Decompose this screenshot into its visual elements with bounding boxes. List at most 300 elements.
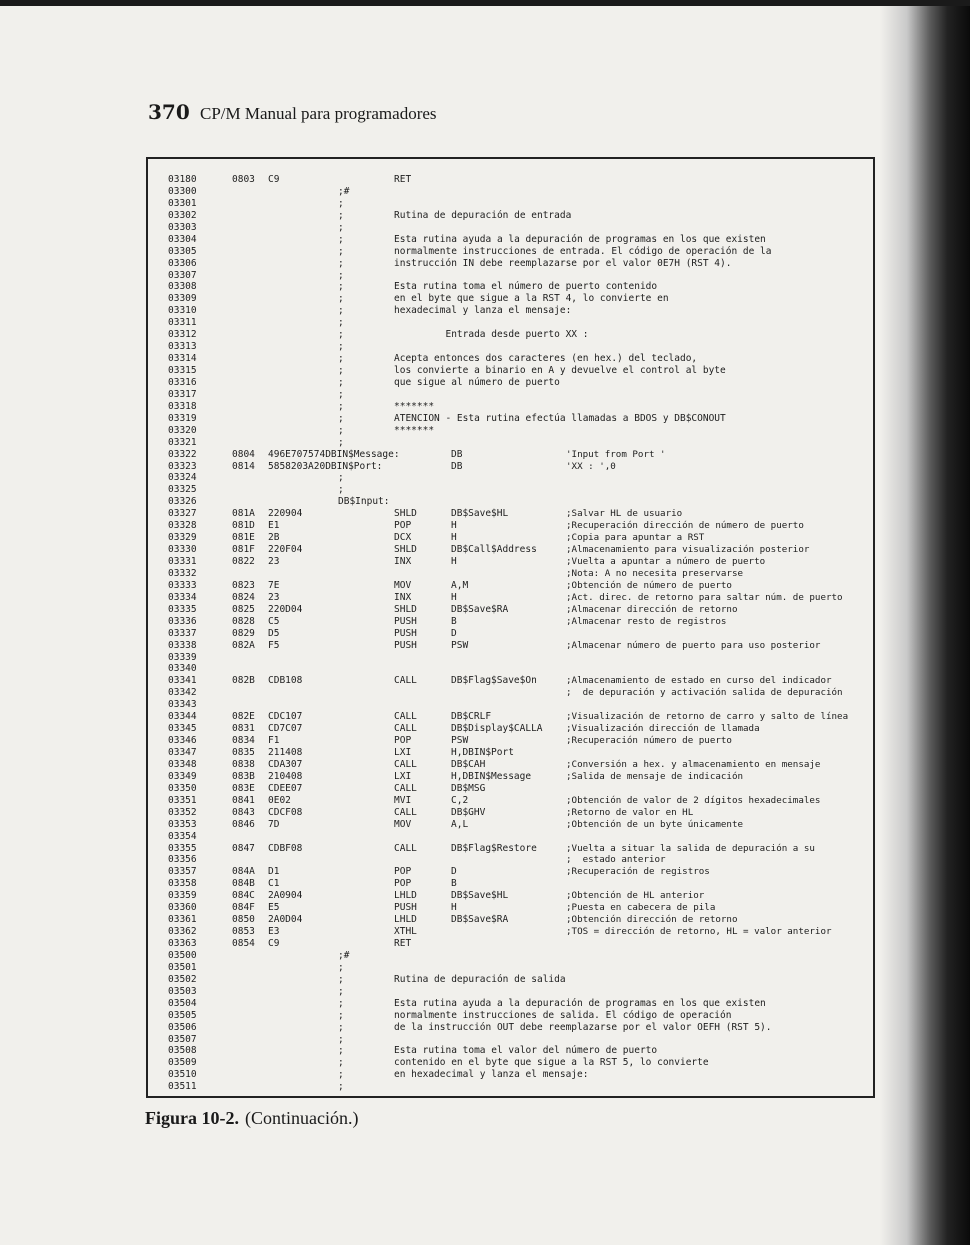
address: 0846 xyxy=(232,818,255,830)
listing-row xyxy=(148,1034,873,1046)
line-number: 03509 xyxy=(168,1057,197,1069)
opcode-field: XTHL xyxy=(394,926,417,938)
label-field: ; xyxy=(338,197,344,209)
label-field: ; xyxy=(338,341,344,353)
operand-field: H xyxy=(451,591,457,603)
operand-field: PSW xyxy=(451,639,469,651)
operand-field: A,M xyxy=(451,579,469,591)
line-number: 03341 xyxy=(168,675,197,687)
comment-field: ;Salida de mensaje de indicación xyxy=(566,770,744,782)
code-listing-frame xyxy=(146,157,875,1098)
line-number: 03353 xyxy=(168,818,197,830)
line-number: 03327 xyxy=(168,508,197,520)
line-number: 03500 xyxy=(168,949,197,961)
listing-row xyxy=(148,341,873,353)
line-number: 03508 xyxy=(168,1045,197,1057)
opcode-field: instrucción IN debe reemplazarse por el valor 0E7H (RST 4). xyxy=(394,257,732,269)
opcode-field: hexadecimal y lanza el mensaje: xyxy=(394,305,572,317)
listing-row xyxy=(148,854,873,866)
operand-field: H xyxy=(451,556,457,567)
opcode-field: MVI xyxy=(394,794,412,806)
line-number: 03359 xyxy=(168,890,197,902)
line-number: 03332 xyxy=(168,567,197,579)
line-number: 03505 xyxy=(168,1009,197,1021)
line-number: 03357 xyxy=(168,866,197,878)
comment-field: ;Almacenar resto de registros xyxy=(566,615,727,627)
label-field: ; xyxy=(338,1069,344,1081)
object-code: C9 xyxy=(268,938,280,949)
comment-field: ;Vuelta a situar la salida de depuración a su xyxy=(566,842,815,854)
address: 0854 xyxy=(232,938,255,949)
address: 0835 xyxy=(232,747,255,758)
listing-row xyxy=(148,1081,873,1093)
line-number: 03300 xyxy=(168,185,197,197)
line-number: 03335 xyxy=(168,603,197,615)
line-number: 03328 xyxy=(168,520,197,532)
line-number: 03346 xyxy=(168,735,197,747)
opcode-field: contenido en el byte que sigue a la RST 5, lo convierte xyxy=(394,1057,709,1069)
line-number: 03309 xyxy=(168,293,197,305)
listing-row xyxy=(148,234,873,246)
comment-field: ;Retorno de valor en HL xyxy=(566,806,694,818)
line-number: 03501 xyxy=(168,961,197,973)
opcode-field: PUSH xyxy=(394,615,417,627)
opcode-field: LXI xyxy=(394,747,412,758)
comment-field: ;Recuperación número de puerto xyxy=(566,735,732,747)
object-code: 2B xyxy=(268,532,280,544)
label-field: ; xyxy=(338,365,344,376)
listing-row xyxy=(148,544,873,556)
object-code: 5858203A20DBIN$Port: xyxy=(268,460,383,472)
address: 082B xyxy=(232,675,255,687)
line-number: 03319 xyxy=(168,412,197,424)
line-number: 03348 xyxy=(168,758,197,770)
object-code: C5 xyxy=(268,615,280,627)
address: 084A xyxy=(232,866,255,878)
label-field: ; xyxy=(338,424,344,436)
label-field: ; xyxy=(338,293,344,305)
label-field: ; xyxy=(338,233,344,245)
operand-field: C,2 xyxy=(451,794,469,806)
listing-row xyxy=(148,807,873,819)
listing-row xyxy=(148,305,873,317)
label-field: ;# xyxy=(338,185,350,197)
opcode-field: INX xyxy=(394,591,412,603)
line-number: 03511 xyxy=(168,1081,197,1093)
listing-row xyxy=(148,1010,873,1022)
listing-row xyxy=(148,950,873,962)
operand-field: DB$Save$HL xyxy=(451,890,509,902)
opcode-field: INX xyxy=(394,556,412,567)
listing-row xyxy=(148,890,873,902)
operand-field: DB$Save$RA xyxy=(451,914,509,926)
line-number: 03334 xyxy=(168,591,197,603)
comment-field: ;Obtención de valor de 2 dígitos hexadecimales xyxy=(566,794,821,806)
opcode-field: ******* xyxy=(394,400,435,412)
line-number: 03311 xyxy=(168,317,197,329)
label-field: ; xyxy=(338,412,344,424)
address: 083E xyxy=(232,782,255,794)
line-number: 03503 xyxy=(168,985,197,997)
opcode-field: en el byte que sigue a la RST 4, lo convierte en xyxy=(394,293,669,305)
opcode-field: CALL xyxy=(394,675,417,687)
label-field: ; xyxy=(338,257,344,269)
label-field: ; xyxy=(338,1057,344,1069)
listing-row xyxy=(148,1045,873,1057)
label-field: ; xyxy=(338,209,344,221)
line-number: 03351 xyxy=(168,794,197,806)
listing-row xyxy=(148,675,873,687)
label-field: DB$Input: xyxy=(338,496,390,508)
listing-row xyxy=(148,974,873,986)
figure-caption-text: (Continuación.) xyxy=(245,1108,359,1128)
line-number: 03339 xyxy=(168,651,197,663)
line-number: 03336 xyxy=(168,615,197,627)
comment-field: ;Visualización de retorno de carro y salto de línea xyxy=(566,711,849,723)
address: 0843 xyxy=(232,806,255,818)
listing-row xyxy=(148,317,873,329)
object-code: 2A0D04 xyxy=(268,914,303,926)
listing-row xyxy=(148,413,873,425)
label-field: ;# xyxy=(338,949,350,961)
line-number: 03305 xyxy=(168,245,197,257)
label-field: ; xyxy=(338,436,344,448)
address: 0829 xyxy=(232,627,255,639)
operand-field: DB$Save$HL xyxy=(451,508,509,520)
line-number: 03360 xyxy=(168,902,197,914)
listing-row xyxy=(148,508,873,520)
address: 0814 xyxy=(232,460,255,472)
operand-field: DB$MSG xyxy=(451,782,486,794)
listing-row xyxy=(148,902,873,914)
figure-label: Figura 10-2. xyxy=(145,1108,239,1128)
opcode-field: PUSH xyxy=(394,627,417,639)
listing-row xyxy=(148,365,873,377)
listing-row xyxy=(148,723,873,735)
listing-row xyxy=(148,329,873,341)
line-number: 03337 xyxy=(168,627,197,639)
line-number: 03352 xyxy=(168,806,197,818)
listing-row xyxy=(148,198,873,210)
line-number: 03347 xyxy=(168,747,197,758)
listing-row xyxy=(148,938,873,950)
opcode-field: Acepta entonces dos caracteres (en hex.) del teclado, xyxy=(394,353,698,365)
address: 0847 xyxy=(232,842,255,854)
line-number: 03329 xyxy=(168,532,197,544)
object-code: 7D xyxy=(268,818,280,830)
opcode-field: de la instrucción OUT debe reemplazarse por el valor OEFH (RST 5). xyxy=(394,1021,772,1033)
listing-row xyxy=(148,831,873,843)
address: 0824 xyxy=(232,591,255,603)
listing-row xyxy=(148,377,873,389)
operand-field: DB$Display$CALLA xyxy=(451,723,543,735)
object-code: 2A0904 xyxy=(268,890,303,902)
listing-row xyxy=(148,532,873,544)
listing-row xyxy=(148,520,873,532)
label-field: ; xyxy=(338,245,344,257)
opcode-field: Entrada desde puerto XX : xyxy=(394,329,589,341)
operand-field: D xyxy=(451,627,457,639)
line-number: 03343 xyxy=(168,699,197,711)
label-field: ; xyxy=(338,961,344,973)
listing-row xyxy=(148,878,873,890)
object-code: 211408 xyxy=(268,747,303,758)
line-number: 03313 xyxy=(168,341,197,353)
opcode-field: POP xyxy=(394,520,412,532)
address: 081D xyxy=(232,520,255,532)
comment-field: ;Obtención de HL anterior xyxy=(566,890,705,902)
label-field: ; xyxy=(338,472,344,484)
opcode-field: CALL xyxy=(394,758,417,770)
line-number: 03301 xyxy=(168,197,197,209)
listing-row xyxy=(148,652,873,664)
listing-row xyxy=(148,449,873,461)
listing-row xyxy=(148,604,873,616)
operand-field: H xyxy=(451,902,457,914)
listing-row xyxy=(148,866,873,878)
book-spine-shadow xyxy=(880,6,970,1245)
object-code: 496E707574DBIN$Message: xyxy=(268,448,400,460)
listing-row xyxy=(148,568,873,580)
opcode-field: Rutina de depuración de entrada xyxy=(394,209,572,221)
comment-field: ;Visualización dirección de llamada xyxy=(566,723,760,735)
listing-row xyxy=(148,389,873,401)
line-number: 03304 xyxy=(168,233,197,245)
object-code: CD7C07 xyxy=(268,723,303,735)
label-field: ; xyxy=(338,305,344,317)
line-number: 03324 xyxy=(168,472,197,484)
page-number: 370 xyxy=(148,100,190,124)
object-code: 7E xyxy=(268,579,280,591)
object-code: 220F04 xyxy=(268,544,303,556)
object-code: 220904 xyxy=(268,508,303,520)
line-number: 03322 xyxy=(168,448,197,460)
operand-field: D xyxy=(451,866,457,878)
address: 081A xyxy=(232,508,255,520)
object-code: CDCF08 xyxy=(268,806,303,818)
opcode-field: CALL xyxy=(394,723,417,735)
comment-field: ;Vuelta a apuntar a número de puerto xyxy=(566,556,766,567)
opcode-field: Esta rutina toma el número de puerto contenido xyxy=(394,281,658,293)
comment-field: ;Salvar HL de usuario xyxy=(566,508,683,520)
comment-field: ;Recuperación dirección de número de puerto xyxy=(566,520,804,532)
label-field: ; xyxy=(338,484,344,496)
listing-row xyxy=(148,258,873,270)
address: 083B xyxy=(232,770,255,782)
operand-field: DB xyxy=(451,460,463,472)
line-number: 03310 xyxy=(168,305,197,317)
line-number: 03320 xyxy=(168,424,197,436)
opcode-field: POP xyxy=(394,735,412,747)
opcode-field: LHLD xyxy=(394,890,417,902)
address: 0850 xyxy=(232,914,255,926)
object-code: 23 xyxy=(268,591,280,603)
listing-row xyxy=(148,663,873,675)
address: 084C xyxy=(232,890,255,902)
address: 0828 xyxy=(232,615,255,627)
operand-field: B xyxy=(451,615,457,627)
listing-row xyxy=(148,1057,873,1069)
comment-field: ; estado anterior xyxy=(566,854,666,866)
comment-field: ;Almacenamiento de estado en curso del indicador xyxy=(566,675,832,687)
opcode-field: POP xyxy=(394,878,412,890)
opcode-field: CALL xyxy=(394,842,417,854)
label-field: ; xyxy=(338,269,344,281)
opcode-field: normalmente instrucciones de salida. El código de operación xyxy=(394,1009,732,1021)
comment-field: ;Copia para apuntar a RST xyxy=(566,532,705,544)
line-number: 03302 xyxy=(168,209,197,221)
opcode-field: RET xyxy=(394,174,412,185)
operand-field: A,L xyxy=(451,818,469,830)
listing-row xyxy=(148,699,873,711)
comment-field: ;TOS = dirección de retorno, HL = valor anterior xyxy=(566,926,832,938)
line-number: 03502 xyxy=(168,973,197,985)
label-field: ; xyxy=(338,1045,344,1057)
comment-field: ;Act. direc. de retorno para saltar núm. de puerto xyxy=(566,591,843,603)
listing-row xyxy=(148,174,873,186)
address: 0831 xyxy=(232,723,255,735)
line-number: 03342 xyxy=(168,687,197,699)
opcode-field: ******* xyxy=(394,424,435,436)
line-number: 03507 xyxy=(168,1033,197,1045)
object-code: E1 xyxy=(268,520,280,532)
listing-row xyxy=(148,914,873,926)
opcode-field: MOV xyxy=(394,579,412,591)
line-number: 03312 xyxy=(168,329,197,341)
listing-row xyxy=(148,556,873,568)
label-field: ; xyxy=(338,1081,344,1093)
address: 081E xyxy=(232,532,255,544)
label-field: ; xyxy=(338,221,344,233)
operand-field: DB$Flag$Save$On xyxy=(451,675,537,687)
line-number: 03354 xyxy=(168,830,197,842)
object-code: E3 xyxy=(268,926,280,938)
opcode-field: SHLD xyxy=(394,603,417,615)
page-header xyxy=(148,100,748,130)
line-number: 03355 xyxy=(168,842,197,854)
line-number: 03363 xyxy=(168,938,197,949)
label-field: ; xyxy=(338,973,344,985)
opcode-field: DCX xyxy=(394,532,412,544)
line-number: 03333 xyxy=(168,579,197,591)
listing-row xyxy=(148,425,873,437)
opcode-field: CALL xyxy=(394,711,417,723)
address: 0853 xyxy=(232,926,255,938)
line-number: 03362 xyxy=(168,926,197,938)
comment-field: ;Almacenamiento para visualización posterior xyxy=(566,544,810,556)
label-field: ; xyxy=(338,329,344,341)
opcode-field: RET xyxy=(394,938,412,949)
line-number: 03318 xyxy=(168,400,197,412)
label-field: ; xyxy=(338,353,344,365)
label-field: ; xyxy=(338,281,344,293)
listing-row xyxy=(148,747,873,759)
operand-field: DB xyxy=(451,448,463,460)
listing-row xyxy=(148,735,873,747)
comment-field: ;Nota: A no necesita preservarse xyxy=(566,567,744,579)
operand-field: DB$GHV xyxy=(451,806,486,818)
listing-row xyxy=(148,962,873,974)
running-title: CP/M Manual para programadores xyxy=(200,104,437,123)
line-number: 03349 xyxy=(168,770,197,782)
listing-row xyxy=(148,616,873,628)
label-field: ; xyxy=(338,317,344,329)
comment-field: ;Conversión a hex. y almacenamiento en mensaje xyxy=(566,758,821,770)
line-number: 03340 xyxy=(168,663,197,675)
address: 0822 xyxy=(232,556,255,567)
listing-row xyxy=(148,819,873,831)
label-field: ; xyxy=(338,985,344,997)
operand-field: H,DBIN$Message xyxy=(451,770,532,782)
figure-caption xyxy=(145,1108,358,1129)
listing-row xyxy=(148,998,873,1010)
address: 084F xyxy=(232,902,255,914)
operand-field: DB$Call$Address xyxy=(451,544,537,556)
address: 081F xyxy=(232,544,255,556)
opcode-field: ATENCION - Esta rutina efectúa llamadas a BDOS y DB$CONOUT xyxy=(394,412,726,424)
comment-field: 'XX : ',0 xyxy=(566,460,616,472)
opcode-field: que sigue al número de puerto xyxy=(394,376,560,388)
line-number: 03315 xyxy=(168,365,197,376)
line-number: 03345 xyxy=(168,723,197,735)
opcode-field: LHLD xyxy=(394,914,417,926)
comment-field: ;Almacenar número de puerto para uso posterior xyxy=(566,639,821,651)
address: 0841 xyxy=(232,794,255,806)
address: 082A xyxy=(232,639,255,651)
label-field: ; xyxy=(338,376,344,388)
object-code: CDBF08 xyxy=(268,842,303,854)
line-number: 03317 xyxy=(168,388,197,400)
comment-field: ;Obtención de número de puerto xyxy=(566,579,732,591)
label-field: ; xyxy=(338,1021,344,1033)
listing-row xyxy=(148,771,873,783)
listing-row xyxy=(148,711,873,723)
listing-row xyxy=(148,437,873,449)
line-number: 03358 xyxy=(168,878,197,890)
line-number: 03326 xyxy=(168,496,197,508)
opcode-field: CALL xyxy=(394,782,417,794)
listing-row xyxy=(148,795,873,807)
label-field: ; xyxy=(338,388,344,400)
line-number: 03314 xyxy=(168,353,197,365)
opcode-field: POP xyxy=(394,866,412,878)
listing-row xyxy=(148,1022,873,1034)
listing-row xyxy=(148,210,873,222)
object-code: C1 xyxy=(268,878,280,890)
listing-row xyxy=(148,293,873,305)
address: 082E xyxy=(232,711,255,723)
line-number: 03344 xyxy=(168,711,197,723)
opcode-field: SHLD xyxy=(394,544,417,556)
listing-row xyxy=(148,783,873,795)
line-number: 03306 xyxy=(168,257,197,269)
operand-field: H xyxy=(451,520,457,532)
opcode-field: MOV xyxy=(394,818,412,830)
line-number: 03180 xyxy=(168,174,197,185)
line-number: 03307 xyxy=(168,269,197,281)
listing-row xyxy=(148,640,873,652)
line-number: 03338 xyxy=(168,639,197,651)
object-code: E5 xyxy=(268,902,280,914)
listing-row xyxy=(148,843,873,855)
label-field: ; xyxy=(338,997,344,1009)
assembly-listing xyxy=(148,174,873,1093)
listing-row xyxy=(148,759,873,771)
object-code: CDB108 xyxy=(268,675,303,687)
line-number: 03330 xyxy=(168,544,197,556)
listing-row xyxy=(148,496,873,508)
listing-row xyxy=(148,222,873,234)
